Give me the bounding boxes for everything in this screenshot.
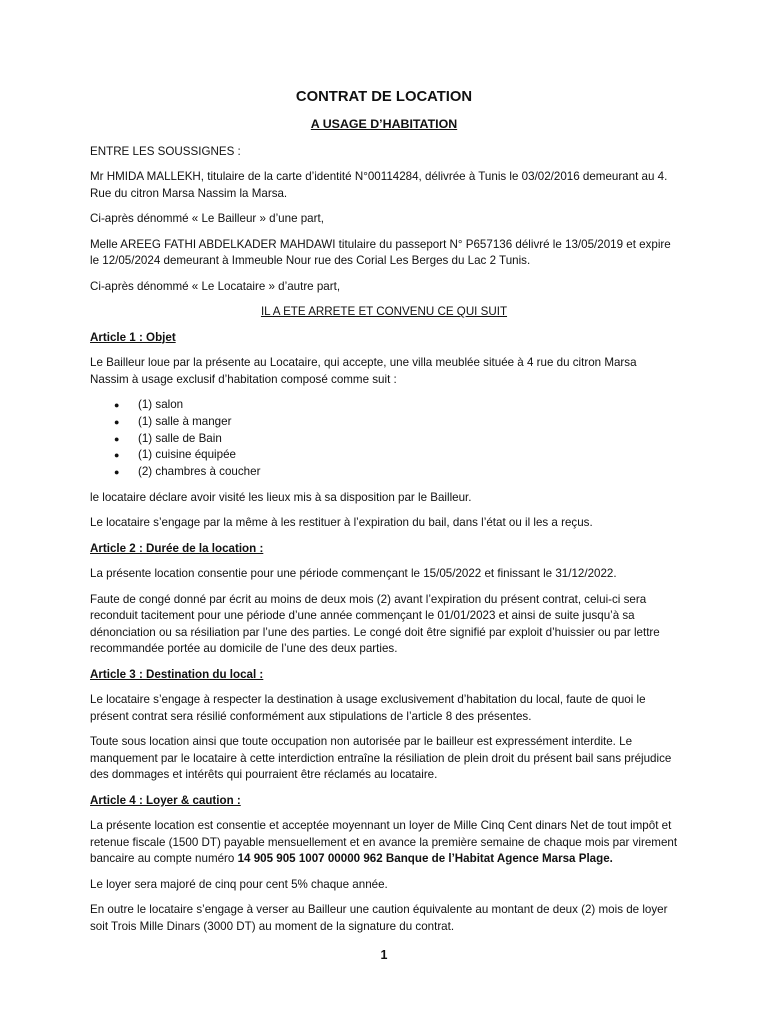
parties-intro: ENTRE LES SOUSSIGNES :: [90, 144, 241, 158]
lessor-definition: Ci-après dénommé « Le Bailleur » d’une part,: [90, 212, 324, 225]
article-1-heading: Article 1 : Objet: [90, 330, 176, 344]
agreement-heading: IL A ETE ARRETE ET CONVENU CE QUI SUIT: [260, 305, 508, 318]
article-4-deposit: En outre le locataire s’engage à verser au Bailleur une caution équivalente au montant de deux (2) mois de loyer soit Trois Mille Dinars (3000 DT) au moment de la signature du contrat.: [90, 903, 668, 933]
article-4-increase: Le loyer sera majoré de cinq pour cent 5% chaque année.: [90, 877, 388, 891]
article-1-visit: le locataire déclare avoir visité les lieux mis à sa disposition par le Bailleur.: [90, 490, 472, 504]
article-3-sublease: Toute sous location ainsi que toute occupation non autorisée par le bailleur est expressément interdite. Le manquement par le locataire à cette interdiction entraîne la résiliation de plein droit du présent bail sans préjudice des dommages et intérêts qui pourraient être réclamés au locataire.: [90, 735, 672, 782]
tenant-definition: Ci-après dénommé « Le Locataire » d’autre part,: [90, 279, 341, 293]
article-3-destination: Le locataire s’engage à respecter la destination à usage exclusivement d’habitation du local, faute de quoi le présent contrat sera résilié conformément aux stipulations de l’article 8 des présentes.: [90, 693, 646, 723]
list-item: [90, 464, 678, 481]
bullet-icon: ●: [114, 450, 120, 461]
article-1-intro: Le Bailleur loue par la présente au Locataire, qui accepte, une villa meublée située à 4 rue du citron Marsa Nassim à usage exclusif d’habitation composé comme suit :: [90, 356, 637, 386]
article-3-heading: Article 3 : Destination du local :: [90, 667, 264, 681]
page-number: 1: [380, 948, 388, 962]
article-4-heading: Article 4 : Loyer & caution :: [90, 793, 241, 807]
room-label: (2) chambres à coucher: [138, 465, 261, 479]
room-label: (1) salon: [138, 398, 184, 411]
bullet-icon: ●: [114, 416, 120, 427]
bullet-icon: ●: [114, 467, 120, 478]
lessor-paragraph: Mr HMIDA MALLEKH, titulaire de la carte d’identité N°00114284, délivrée à Tunis le 03/02/2016 demeurant au 4. Rue du citron Marsa Nassim la Marsa.: [90, 170, 668, 200]
room-label: (1) salle à manger: [138, 414, 232, 428]
room-label: (1) salle de Bain: [138, 431, 222, 445]
document-subtitle: A USAGE D’HABITATION: [310, 117, 458, 131]
article-2-heading: Article 2 : Durée de la location :: [90, 541, 264, 555]
tenant-paragraph: Melle AREEG FATHI ABDELKADER MAHDAWI titulaire du passeport N° P657136 délivré le 13/05/2019 et expire le 12/05/2024 demeurant à Immeuble Nour rue des Corial Les Berges du Lac 2 Tunis.: [90, 237, 671, 267]
bullet-icon: ●: [114, 400, 120, 410]
document-title: CONTRAT DE LOCATION: [295, 89, 473, 105]
document-body: [90, 87, 678, 944]
rent-text: La présente location est consentie et acceptée moyennant un loyer de Mille Cinq Cent dinars Net de tout impôt et retenue fiscale (1500 DT) payable mensuellement et en avance la première semaine de chaque mois par virement bancaire au compte numéro: [90, 819, 678, 866]
article-2-renewal: Faute de congé donné par écrit au moins de deux mois (2) avant l’expiration du présent contrat, celui-ci sera reconduit tacitement pour une période d’une année commençant le 01/01/2023 et ainsi de suite jusqu’à sa dénonciation ou sa résiliation par l’une des parties. Le congé doit être signifié par exploit d’huissier ou par lettre recommandée portée au domicile de l’une des deux parties.: [90, 592, 660, 656]
article-4-rent: [90, 818, 678, 868]
bullet-icon: ●: [114, 433, 120, 444]
bank-account: 14 905 905 1007 00000 962 Banque de l’Habitat Agence Marsa Plage.: [237, 852, 613, 866]
list-item: [90, 414, 678, 431]
rooms-list: [90, 397, 678, 481]
list-item: [90, 447, 678, 464]
article-2-period: La présente location consentie pour une période commençant le 15/05/2022 et finissant le 31/12/2022.: [90, 567, 617, 581]
article-1-restitution: Le locataire s’engage par la même à les restituer à l’expiration du bail, dans l’état ou il les a reçus.: [90, 516, 593, 530]
list-item: [90, 397, 678, 414]
room-label: (1) cuisine équipée: [138, 448, 236, 462]
list-item: [90, 431, 678, 448]
